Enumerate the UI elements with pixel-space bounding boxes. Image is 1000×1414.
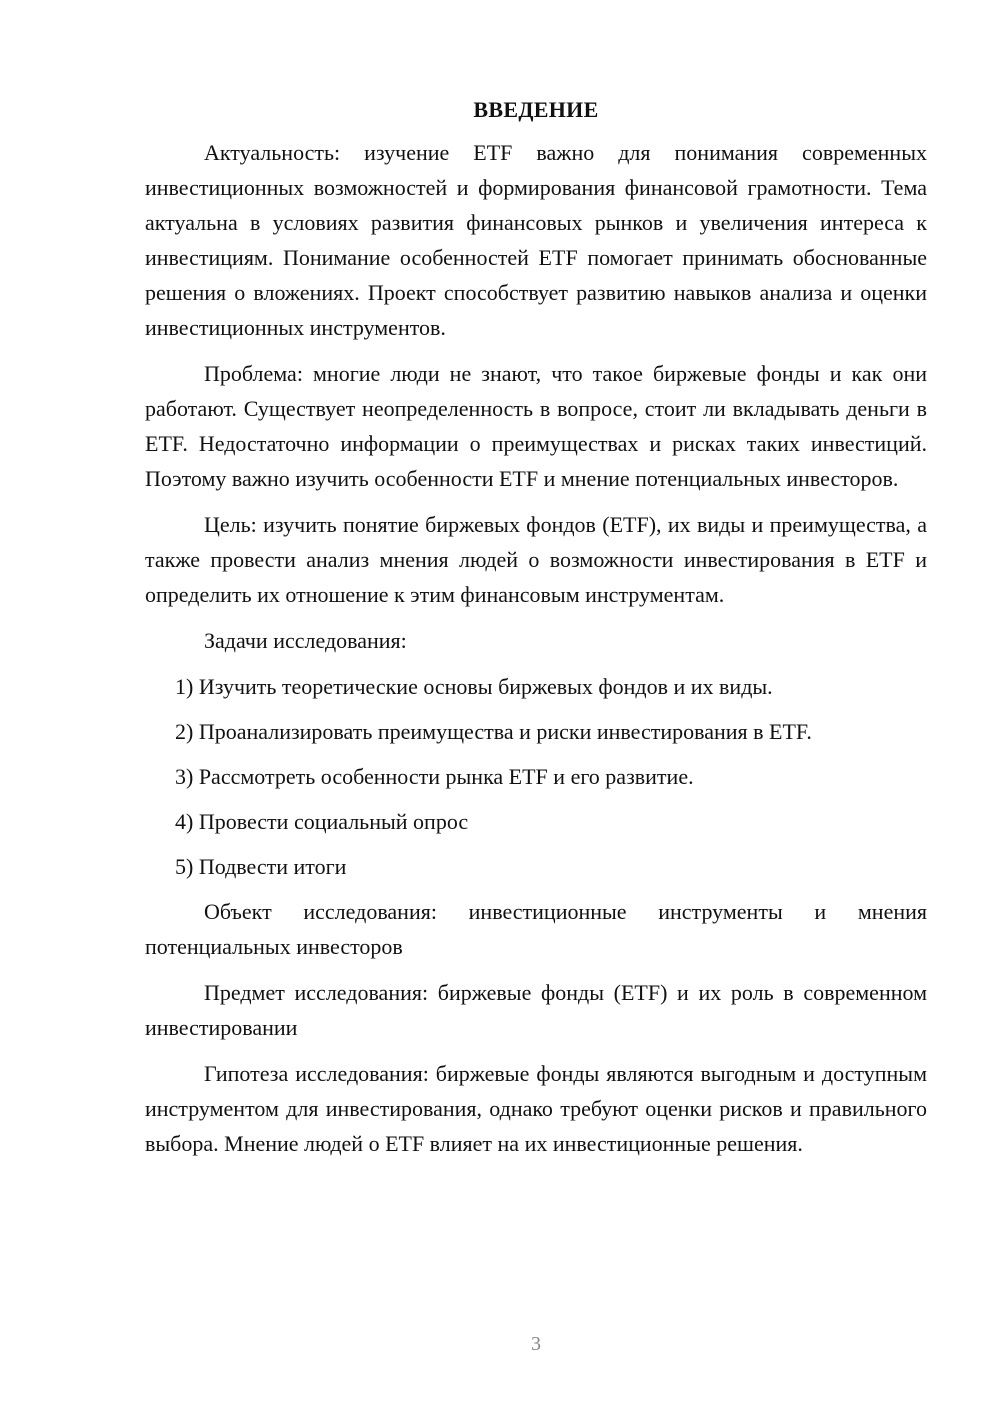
paragraph-subject: Предмет исследования: биржевые фонды (ETF) и их роль в современном инвестировании: [145, 980, 927, 1040]
paragraph-hypothesis: Гипотеза исследования: биржевые фонды являются выгодным и доступным инструментом для инвестирования, однако требуют оценки рисков и правильного выбора. Мнение людей о ETF влияет на их инвестиционные решения.: [145, 1061, 927, 1156]
task-item: 5) Подвести итоги: [175, 854, 347, 879]
task-item: 2) Проанализировать преимущества и риски инвестирования в ETF.: [175, 719, 812, 744]
task-item: 1) Изучить теоретические основы биржевых фондов и их виды.: [175, 674, 773, 699]
paragraph-object: Объект исследования: инвестиционные инструменты и мнения потенциальных инвесторов: [145, 899, 927, 959]
document-page: [145, 95, 927, 1172]
tasks-list: [145, 669, 927, 884]
section-heading: ВВЕДЕНИЕ: [473, 97, 599, 122]
paragraph-goal: Цель: изучить понятие биржевых фондов (ETF), их виды и преимущества, а также провести анализ мнения людей о возможности инвестирования в ETF и определить их отношение к этим финансовым инструментам.: [145, 512, 927, 607]
paragraph-problem: Проблема: многие люди не знают, что такое биржевые фонды и как они работают. Существует неопределенность в вопросе, стоит ли вкладывать деньги в ETF. Недостаточно информации о преимуществах и рисках таких инвестиций. Поэтому важно изучить особенности ETF и мнение потенциальных инвесторов.: [145, 361, 927, 491]
tasks-title: Задачи исследования:: [204, 628, 407, 653]
page-number: 3: [531, 1333, 541, 1355]
paragraph-relevance: Актуальность: изучение ETF важно для понимания современных инвестиционных возможностей и формирования финансовой грамотности. Тема актуальна в условиях развития финансовых рынков и увеличения интереса к инвестициям. Понимание особенностей ETF помогает принимать обоснованные решения о вложениях. Проект способствует развитию навыков анализа и оценки инвестиционных инструментов.: [145, 140, 927, 340]
task-item: 3) Рассмотреть особенности рынка ETF и его развитие.: [175, 764, 694, 789]
task-item: 4) Провести социальный опрос: [175, 809, 469, 834]
